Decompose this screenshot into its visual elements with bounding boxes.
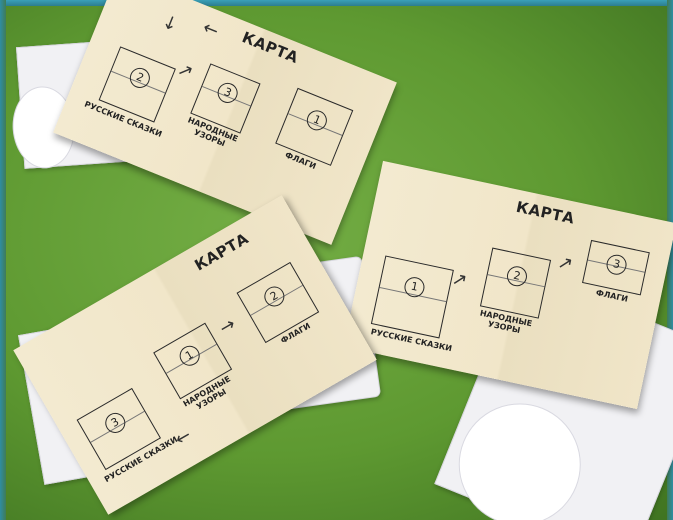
box-label: РУССКИЕ СКАЗКИ — [369, 327, 453, 354]
arrow-icon: ↗ — [174, 58, 197, 84]
card-top — [53, 0, 397, 245]
box-number: 1 — [403, 275, 427, 299]
box-label: ФЛАГИ — [279, 321, 312, 346]
box-number: 2 — [127, 65, 153, 91]
arrow-icon: ← — [171, 424, 195, 451]
frame-border-top — [0, 0, 673, 6]
box-number: 3 — [605, 253, 629, 277]
box-label: НАРОДНЫЕ УЗОРЫ — [479, 308, 533, 336]
box-label: РУССКИЕ СКАЗКИ — [102, 434, 180, 485]
arrow-icon: ↗ — [449, 268, 470, 292]
card-title: КАРТА — [239, 28, 302, 68]
arrow-icon: → — [215, 313, 240, 340]
box-number: 1 — [176, 342, 203, 369]
box-label: ФЛАГИ — [283, 150, 318, 171]
box-label: РУССКИЕ СКАЗКИ — [83, 99, 164, 139]
card-title: КАРТА — [514, 197, 577, 228]
card-title: КАРТА — [191, 229, 252, 275]
box-number: 3 — [102, 409, 129, 436]
envelope-flap — [440, 385, 599, 520]
box-number: 1 — [304, 107, 330, 133]
box-label: НАРОДНЫЕ УЗОРЫ — [186, 115, 240, 149]
box-number: 2 — [505, 264, 529, 288]
card-box — [480, 248, 551, 319]
box-label: НАРОДНЫЕ УЗОРЫ — [181, 374, 233, 412]
frame-border-left — [0, 0, 6, 520]
box-number: 3 — [214, 80, 240, 106]
box-number: 2 — [261, 283, 288, 310]
arrow-icon: ↓ — [158, 11, 181, 37]
card-right — [344, 161, 673, 409]
arrow-icon: ↗ — [555, 251, 575, 276]
card-box — [371, 255, 454, 338]
arrow-icon: ← — [199, 16, 222, 43]
box-label: ФЛАГИ — [595, 288, 629, 304]
